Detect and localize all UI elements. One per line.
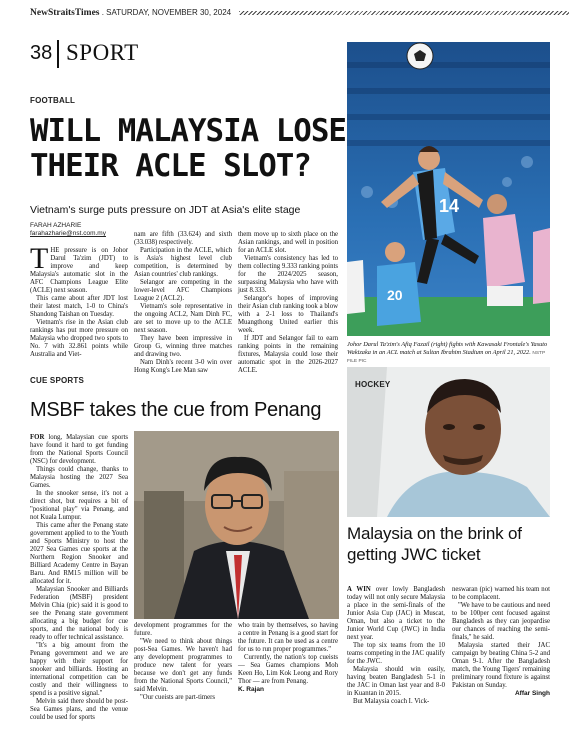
melvin-chia-photo-art [134, 431, 339, 619]
hockey-col1-p1 [347, 586, 445, 642]
hockey-col2-p1: neswaran (pic) warned his team not to be complacent. [452, 586, 550, 601]
cue-col3-p2: Currently, the nation's top cueists — Sea Games champions Moh Keen Ho, Lim Kok Leong and Rory Thor — are from Penang. [238, 654, 338, 685]
football-icon [407, 43, 433, 69]
svg-text:20: 20 [387, 287, 403, 303]
hockey-col2-p3: Malaysia started their JAC campaign by beating China 5-2 and Oman 9-1. After the Bangladesh match, the Young Tigers' remaining preliminary round fixture is against Pakistan on Sunday. [452, 642, 550, 689]
svg-text:14: 14 [439, 196, 460, 216]
main-col2-p5: They have been impressive in Group G, winning three matches and drawing two. [134, 335, 232, 358]
hockey-lead: A WIN [347, 586, 371, 593]
cue-headline: MSBF takes the cue from Penang [30, 399, 322, 421]
masthead-hatch [239, 11, 569, 15]
cue-col1-p6: "It's a big amount from the Penang government and we are happy with their support for snooker and billiards. Hosting an international competition can be costly and their willingness to spend is a positive signal." [30, 642, 128, 697]
main-story-col3 [238, 231, 338, 374]
caption-text: Johor Darul Ta'zim's Afiq Fazail (right) fights with Kawasaki Frontale's Yasuto Wakizaka in an ACL match at Sultan Ibrahim Stadium on April 21, 2022. [347, 341, 548, 356]
main-col1-p2: This came about after JDT lost their latest match, 1-0 to China's Shandong Taishan on Tuesday. [30, 295, 128, 318]
main-col3-p1: them move up to sixth place on the Asian rankings, and well in position for an ACLE slot. [238, 231, 338, 254]
main-headline [30, 114, 350, 184]
main-col2-p2: Participation in the ACLE, which is Asia's highest level club competition, is determined by Asian countries' club rankings. [134, 247, 232, 278]
main-col3-p3: Selangor's hopes of improving their Asian club ranking took a blow with a 2-1 loss to Thailand's Muangthong United earlier this week. [238, 295, 338, 334]
cue-col2-p1: development programmes for the future. [134, 622, 232, 637]
hockey-story-col1 [347, 586, 445, 725]
cue-col3-credit-line [238, 686, 338, 694]
hockey-headline: Malaysia on the brink of getting JWC ticket [347, 524, 522, 564]
cue-col1-p4: This came after the Penang state government applied to to the Youth and Sports Ministry to host the 2027 Sea Games cue sports at the Northern Region Snooker and Billiard Academy Centre in Bayan Baru. And RM15 million will be allocated for it. [30, 522, 128, 585]
hockey-col1-p1-text: over lowly Bangladesh today will not only secure Malaysia a place in the semi-finals of the Junior Asia Cup (JAC) in Muscat, Oman, but also a ticket to the Junior World Cup (JWC) in India next year. [347, 586, 445, 641]
main-col2-p6: Nam Dinh's recent 3-0 win over Hong Kong's Lee Man saw [134, 359, 232, 374]
vickneswaran-photo [347, 367, 550, 517]
cue-col1-p5: Malaysian Snooker and Billiards Federation (MSBF) president Melvin Chia (pic) said it is good to see the Penang state government allocating a big budget for cue sports, and the national body is ready to offer technical assistance. [30, 586, 128, 641]
football-photo-art [347, 42, 550, 336]
football-photo [347, 42, 550, 336]
melvin-chia-photo [134, 431, 339, 619]
hockey-col1-p2: The top six teams from the 10 teams competing in the JAC qualify for the JWC. [347, 642, 445, 665]
byline-email: farahazharie@nst.com.my [30, 230, 106, 237]
vickneswaran-photo-art [347, 367, 550, 517]
cue-col1-p2: Things could change, thanks to Malaysia hosting the 2027 Sea Games. [30, 466, 128, 489]
caption-credit: NSTP FILE PIC [347, 350, 546, 364]
hockey-col1-p3: Malaysia should win easily, having beaten Bangladesh 5-1 in the JAC in Oman last year and 8-0 in Kuantan in 2015. [347, 666, 445, 697]
main-col1-p3: Vietnam's rise in the Asian club rankings has put more pressure on Malaysia who dropped two spots to No. 7 with 32.861 points while Australia and Viet- [30, 319, 128, 358]
cue-col1-p1 [30, 434, 128, 466]
cue-credit: K. Rajan [238, 686, 265, 693]
hockey-col2-credit-line [452, 690, 550, 698]
hockey-credit: Affar Singh [514, 690, 550, 697]
byline [30, 222, 106, 238]
cue-col2-p2: "We need to think about things post-Sea Games. We haven't had any development programmes to produce new talent for years because we don't get any funds from the National Sports Council," said Melvin. [134, 638, 232, 693]
masthead [30, 8, 550, 22]
main-col2-p3: Selangor are competing in the lower-level AFC Champions League 2 (ACL2). [134, 279, 232, 302]
main-headline-line1: WILL MALAYSIA LOSE [30, 113, 346, 149]
cue-lead: FOR [30, 434, 45, 441]
hockey-story-col2 [452, 586, 550, 725]
hockey-col1-p4: But Malaysia coach I. Vick- [353, 698, 430, 705]
masthead-brand: NewStraitsTimes [30, 8, 100, 18]
masthead-sep: . [99, 8, 107, 17]
cue-col3-p1: who train by themselves, so having a centre in Penang is a good start for the future. It can be used as a centre for us to run proper programmes." [238, 622, 338, 653]
main-col3-p4: If JDT and Selangor fail to earn ranking points in the remaining fixtures, Malaysia could lose their automatic spot in the 2026-2027 ACLE. [238, 335, 338, 374]
main-story-col1 [30, 242, 128, 359]
hockey-col2-p2: "We have to be cautious and need to be 100per cent focused against Bangladesh as they can jeopardise our chances of reaching the semi-finals," he said. [452, 602, 550, 641]
dropcap: T [30, 242, 49, 275]
main-col1-p1: HE pressure is on Johor Darul Ta'zim (JDT) to improve and keep Malaysia's automatic slot in the AFC Champions League Elite (ACLE) next season. [30, 247, 128, 294]
page-divider [57, 40, 59, 68]
football-photo-caption [347, 341, 550, 366]
main-col3-p2: Vietnam's consistency has led to them collecting 9.333 ranking points for the 2024/2025 season, surpassing Malaysia who have with just 8.333. [238, 255, 338, 294]
main-story-col2 [134, 231, 232, 374]
main-subhead: Vietnam's surge puts pressure on JDT at Asia's elite stage [30, 204, 301, 216]
hockey-story-tag: HOCKEY [355, 380, 391, 389]
section-title: SPORT [66, 40, 139, 65]
main-headline-line2: THEIR ACLE SLOT? [30, 148, 311, 184]
cue-col1-p3: In the snooker sense, it's not a direct shot, but requires a bit of "positional play" via Penang, and not Kuala Lumpur. [30, 490, 128, 521]
byline-author: FARAH AZHARIE [30, 222, 82, 229]
cue-story-col1 [30, 434, 128, 725]
page-number: 38 [30, 42, 53, 64]
cue-col1-p1-text: long, Malaysian cue sports have found it hard to get funding from the National Sports Council (NSC) for development. [30, 434, 128, 465]
main-col2-p4: Vietnam's sole representative in the ongoing ACL2, Nam Dinh FC, are set to move up to the ACLE next season. [134, 303, 232, 334]
cue-story-col3 [238, 622, 338, 725]
main-story-tag: FOOTBALL [30, 96, 76, 105]
masthead-date: SATURDAY, NOVEMBER 30, 2024 [106, 8, 232, 17]
cue-story-tag: CUE SPORTS [30, 376, 85, 385]
cue-col1-p7: Melvin said there should be post-Sea Games plans, and the venue could be used for sports [30, 698, 128, 721]
cue-col2-p3: "Our cueists are part-timers [140, 694, 216, 701]
main-col2-p1: nam are fifth (33.624) and sixth (33.038) respectively. [134, 231, 232, 246]
cue-story-col2 [134, 622, 232, 725]
